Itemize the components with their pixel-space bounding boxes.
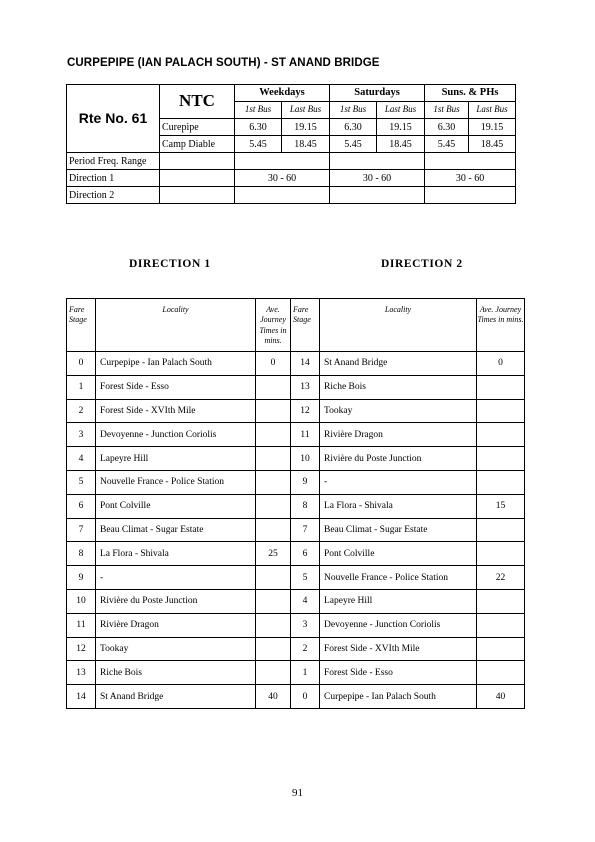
journey-time-dir2: 22 [477,566,525,590]
locality-dir1: La Flora - Shivala [96,542,256,566]
locality-dir1: Curpepipe - Ian Palach South [96,352,256,376]
locality-dir1: Lapeyre Hill [96,447,256,471]
fare-stage-dir1: 7 [67,518,96,542]
fare-stage-dir2: 11 [291,423,320,447]
empty-cell [160,170,235,187]
subhead: 1st Bus [235,102,282,119]
locality-dir1: Forest Side - Esso [96,375,256,399]
journey-time-dir1 [256,613,291,637]
locality-dir2: Pont Colville [320,542,477,566]
frequency-cell: 30 - 60 [330,170,425,187]
operator-name: NTC [160,85,235,119]
locality-dir2: Forest Side - Esso [320,661,477,685]
journey-time-dir2 [477,375,525,399]
journey-time-dir1 [256,399,291,423]
fare-stage-dir2: 6 [291,542,320,566]
journey-time-dir2: 40 [477,685,525,709]
fare-stage-dir1: 12 [67,637,96,661]
journey-time-dir2 [477,518,525,542]
locality-dir1: Rivière du Poste Junction [96,589,256,613]
terminal-name: Camp Diable [160,136,235,153]
locality-dir1: Rivière Dragon [96,613,256,637]
table-row [67,589,525,613]
table-row [67,470,525,494]
subhead: Last Bus [282,102,330,119]
period-freq-label: Period Freq. Range [67,153,160,170]
locality-dir2: La Flora - Shivala [320,494,477,518]
subhead: Last Bus [469,102,516,119]
time-cell: 18.45 [282,136,330,153]
table-row [67,613,525,637]
locality-dir1: - [96,566,256,590]
journey-time-dir2 [477,423,525,447]
journey-time-dir1 [256,494,291,518]
journey-times-header: Ave. Journey Times in mins. [256,299,291,352]
fare-stage-dir1: 1 [67,375,96,399]
journey-time-dir1: 40 [256,685,291,709]
route-summary-table [66,84,516,204]
journey-time-dir1: 0 [256,352,291,376]
fare-stage-dir2: 5 [291,566,320,590]
locality-dir2: Forest Side - XVIth Mile [320,637,477,661]
locality-dir1: Nouvelle France - Police Station [96,470,256,494]
journey-time-dir1 [256,637,291,661]
empty-cell [425,153,516,170]
table-row [67,399,525,423]
locality-dir2: Devoyenne - Junction Coriolis [320,613,477,637]
locality-dir2: Lapeyre Hill [320,589,477,613]
time-cell: 18.45 [377,136,425,153]
locality-dir1: Devoyenne - Junction Coriolis [96,423,256,447]
locality-dir1: Beau Climat - Sugar Estate [96,518,256,542]
table-row [67,542,525,566]
journey-time-dir1 [256,589,291,613]
subhead: 1st Bus [330,102,377,119]
locality-dir1: Forest Side - XVIth Mile [96,399,256,423]
locality-dir1: Pont Colville [96,494,256,518]
table-row [67,685,525,709]
locality-dir2: Riche Bois [320,375,477,399]
locality-dir2: Rivière Dragon [320,423,477,447]
frequency-cell: 30 - 60 [235,170,330,187]
time-cell: 6.30 [330,119,377,136]
page-number: 91 [292,787,303,799]
journey-times-header: Ave. Journey Times in mins. [477,299,525,352]
empty-cell [330,153,425,170]
frequency-cell: 30 - 60 [425,170,516,187]
fare-stage-dir2: 4 [291,589,320,613]
locality-dir2: Tookay [320,399,477,423]
time-cell: 19.15 [377,119,425,136]
fare-stage-header: Fare Stage [67,299,96,352]
direction-1-heading: DIRECTION 1 [129,258,211,270]
table-row [67,661,525,685]
locality-dir2: - [320,470,477,494]
fare-stage-header: Fare Stage [291,299,320,352]
frequency-cell [330,187,425,204]
direction-2-heading: DIRECTION 2 [381,258,463,270]
table-row [67,352,525,376]
empty-cell [160,187,235,204]
table-row [67,637,525,661]
time-cell: 5.45 [425,136,469,153]
journey-time-dir2 [477,399,525,423]
locality-dir2: St Anand Bridge [320,352,477,376]
fare-stage-dir1: 5 [67,470,96,494]
locality-dir2: Nouvelle France - Police Station [320,566,477,590]
subhead: 1st Bus [425,102,469,119]
fare-stage-dir1: 14 [67,685,96,709]
route-number: Rte No. 61 [67,85,160,153]
journey-time-dir2 [477,447,525,471]
frequency-cell [235,187,330,204]
fare-stage-dir1: 11 [67,613,96,637]
fare-stage-dir2: 1 [291,661,320,685]
locality-dir2: Curpepipe - Ian Palach South [320,685,477,709]
journey-time-dir2 [477,637,525,661]
fare-stage-dir1: 10 [67,589,96,613]
time-cell: 5.45 [330,136,377,153]
journey-time-dir1 [256,566,291,590]
group-saturdays: Saturdays [330,85,425,102]
fare-stage-dir1: 2 [67,399,96,423]
time-cell: 19.15 [282,119,330,136]
table-row [67,518,525,542]
locality-header: Locality [96,299,256,352]
table-row [67,494,525,518]
journey-time-dir2 [477,542,525,566]
direction-1-label: Direction 1 [67,170,160,187]
fare-stage-dir2: 2 [291,637,320,661]
fare-stage-dir2: 10 [291,447,320,471]
fare-stage-dir1: 8 [67,542,96,566]
fare-stages-table [66,298,525,709]
journey-time-dir1 [256,375,291,399]
locality-dir2: Rivière du Poste Junction [320,447,477,471]
journey-time-dir1 [256,661,291,685]
locality-dir1: Tookay [96,637,256,661]
empty-cell [160,153,235,170]
fare-stage-dir2: 0 [291,685,320,709]
locality-dir2: Beau Climat - Sugar Estate [320,518,477,542]
journey-time-dir1 [256,423,291,447]
fare-stage-dir1: 9 [67,566,96,590]
time-cell: 19.15 [469,119,516,136]
time-cell: 6.30 [425,119,469,136]
page-title: CURPEPIPE (IAN PALACH SOUTH) - ST ANAND BRIDGE [67,57,380,69]
fare-stage-dir2: 12 [291,399,320,423]
time-cell: 18.45 [469,136,516,153]
fare-stage-dir1: 0 [67,352,96,376]
locality-header: Locality [320,299,477,352]
journey-time-dir2: 0 [477,352,525,376]
journey-time-dir1 [256,518,291,542]
fare-stage-dir1: 4 [67,447,96,471]
time-cell: 6.30 [235,119,282,136]
terminal-name: Curepipe [160,119,235,136]
direction-2-label: Direction 2 [67,187,160,204]
journey-time-dir2 [477,661,525,685]
fare-stage-dir1: 3 [67,423,96,447]
journey-time-dir1: 25 [256,542,291,566]
journey-time-dir2: 15 [477,494,525,518]
journey-time-dir2 [477,613,525,637]
table-row [67,423,525,447]
journey-time-dir2 [477,470,525,494]
fare-stage-dir2: 14 [291,352,320,376]
empty-cell [235,153,330,170]
table-row [67,375,525,399]
journey-time-dir1 [256,470,291,494]
table-row [67,447,525,471]
fare-stage-dir2: 7 [291,518,320,542]
fare-stage-dir1: 6 [67,494,96,518]
locality-dir1: St Anand Bridge [96,685,256,709]
journey-time-dir2 [477,589,525,613]
group-weekdays: Weekdays [235,85,330,102]
table-row [67,566,525,590]
fare-stage-dir2: 3 [291,613,320,637]
fare-stage-dir2: 9 [291,470,320,494]
subhead: Last Bus [377,102,425,119]
journey-time-dir1 [256,447,291,471]
fare-stage-dir1: 13 [67,661,96,685]
fare-stage-dir2: 8 [291,494,320,518]
group-sundays-phs: Suns. & PHs [425,85,516,102]
locality-dir1: Riche Bois [96,661,256,685]
time-cell: 5.45 [235,136,282,153]
frequency-cell [425,187,516,204]
fare-stage-dir2: 13 [291,375,320,399]
